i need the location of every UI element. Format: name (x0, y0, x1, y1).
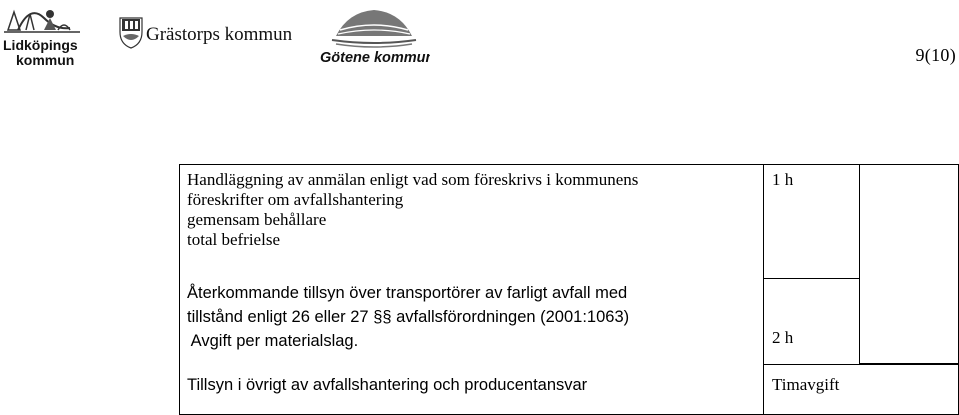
row-2-line-3: Avgift per materialslag. (187, 332, 359, 350)
gotene-logo-text: Götene kommun (320, 50, 430, 66)
row-1-line-4: total befrielse (187, 230, 280, 249)
lidkoping-logo-line1: Lidköpings (3, 37, 78, 53)
gotene-logo (318, 6, 430, 68)
row-2-amount: 2 h (772, 328, 794, 347)
header-logos (0, 0, 600, 80)
row-2-line-2: tillstånd enligt 26 eller 27 §§ avfallsförordningen (2001:1063) (187, 308, 630, 326)
page-number: 9(10) (915, 45, 956, 65)
row-1-line-3: gemensam behållare (187, 210, 327, 229)
grastorp-logo-text: Grästorps kommun (146, 24, 293, 45)
extra-column (859, 164, 959, 364)
lidkoping-logo-line2: kommun (16, 52, 75, 68)
row-2-line-1: Återkommande tillsyn över transportörer av farligt avfall med (187, 284, 628, 302)
table-row (187, 281, 757, 353)
row-3-amount: Timavgift (772, 375, 840, 394)
lidkoping-logo (0, 0, 86, 70)
table-row (187, 373, 757, 397)
row-3-line-1: Tillsyn i övrigt av avfallshantering och producentansvar (187, 376, 588, 394)
gotene-mountain-icon (332, 10, 416, 47)
grastorp-logo (118, 14, 308, 54)
table-row (187, 170, 757, 250)
row-1-amount: 1 h (772, 170, 794, 189)
row-1-line-2: föreskrifter om avfallshantering (187, 190, 404, 209)
lidkoping-crest-icon (0, 0, 86, 70)
row-1-line-1: Handläggning av anmälan enligt vad som föreskrivs i kommunens (187, 170, 639, 189)
grastorp-shield-icon (120, 18, 142, 48)
fee-table (179, 164, 959, 415)
